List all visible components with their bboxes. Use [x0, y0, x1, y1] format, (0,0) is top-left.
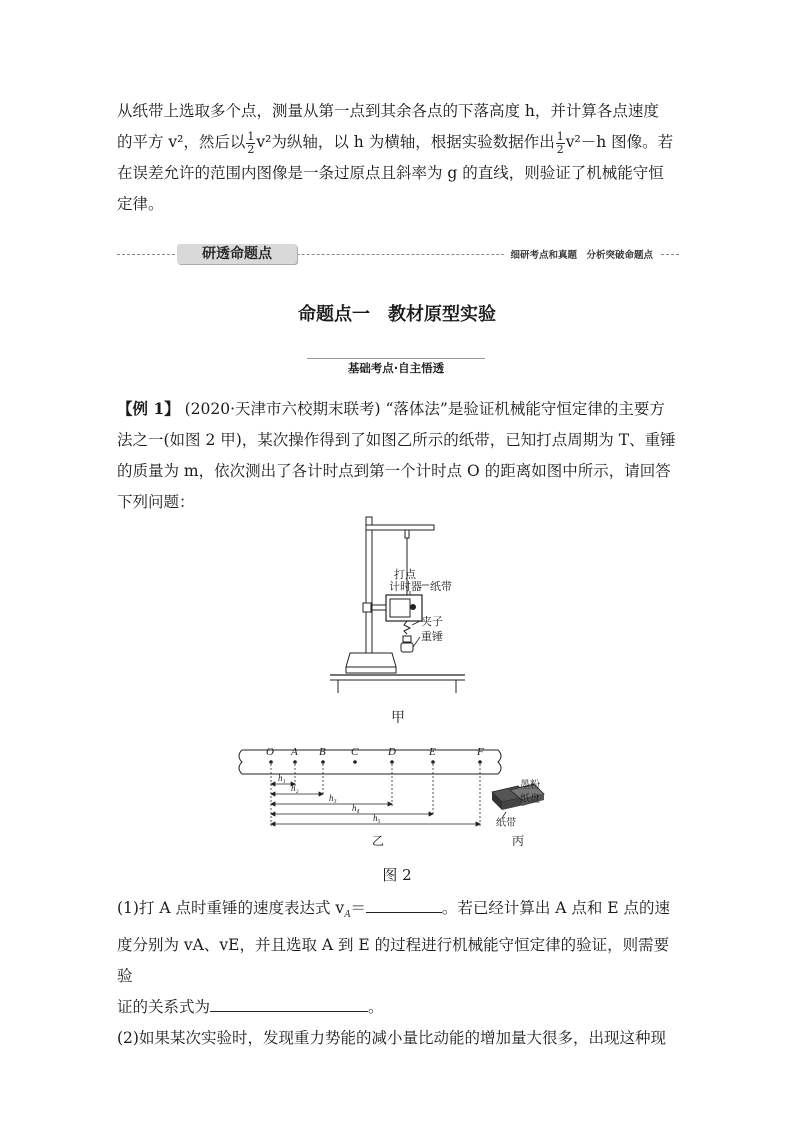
subhead-divider: [307, 358, 485, 359]
label-weight: 重锤: [421, 630, 443, 643]
intro-line-2: [117, 127, 679, 158]
question-1-line-3: [117, 992, 679, 1023]
example-line-1: [117, 393, 679, 425]
questions: [117, 893, 679, 1054]
tape-point-O: O: [266, 746, 274, 758]
question-2-line-1: (2)如果某次实验时，发现重力势能的减小量比动能的增加量大很多，出现这种现: [117, 1029, 666, 1048]
label-ink-tape: 纸带: [496, 818, 516, 829]
distance-h2: h₂: [291, 783, 299, 793]
distance-h1: h₁: [278, 773, 286, 783]
intro-line-1: 从纸带上选取多个点，测量从第一点到其余各点的下落高度 h，并计算各点速度: [117, 102, 659, 120]
banner-tab: 研透命题点: [177, 244, 297, 264]
intro-line-3: 在误差允许的范围内图像是一条过原点且斜率为 g 的直线，则验证了机械能守恒: [117, 164, 664, 182]
label-timer-1: 打点: [394, 568, 416, 581]
distance-h4: h₄: [352, 803, 360, 813]
q1-suffix: 。若已经计算出 A 点和 E 点的速: [441, 899, 671, 917]
frac-denominator-2: 2: [556, 142, 564, 156]
intro-paragraph: [117, 96, 679, 220]
intro-line-2b: v²为纵轴，以 h 为横轴，根据实验数据作出: [256, 133, 555, 151]
q1-prefix: (1)打 A 点时重锤的速度表达式 v: [117, 899, 345, 917]
example-line-3: 的质量为 m，依次测出了各计时点到第一个计时点 O 的距离如图中所示，请回答: [117, 462, 671, 480]
example-paragraph: [117, 393, 679, 518]
question-1-line-2: 度分别为 vA、vE，并且选取 A 到 E 的过程进行机械能守恒定律的验证，则需要验: [117, 936, 670, 986]
intro-line-4: 定律。: [117, 195, 164, 213]
section-banner: [117, 244, 679, 266]
intro-line-2a: 的平方 v²，然后以: [117, 133, 246, 151]
q1-relation-blank[interactable]: [210, 995, 368, 1012]
caption-yi: 乙: [371, 834, 384, 848]
half-fraction: [246, 131, 255, 156]
figure-caption: 图 2: [382, 866, 412, 884]
example-line-2: 法之一(如图 2 甲)，某次操作得到了如图乙所示的纸带，已知打点周期为 T、重锤: [117, 431, 676, 449]
example-line-4: 下列问题：: [117, 493, 195, 511]
intro-line-2c: v²－h 图像。若: [565, 133, 674, 151]
label-ink: 墨粉: [520, 780, 540, 791]
distance-h3: h₃: [329, 793, 337, 803]
frac-denominator: 2: [247, 142, 255, 156]
banner-tagline: 细研考点和真题 分析突破命题点: [504, 247, 659, 261]
q1-answer-blank[interactable]: [366, 896, 442, 913]
subhead: 基础考点·自主悟透: [347, 361, 445, 375]
example-tag: 【例 1】: [117, 399, 180, 418]
q1-line3-text: 证的关系式为: [117, 998, 211, 1017]
tape-point-C: C: [351, 746, 359, 758]
label-tape: 纸带: [430, 580, 452, 593]
distance-h5: h₅: [373, 813, 381, 823]
section-title: 命题点一 教材原型实验: [298, 304, 496, 325]
q1-equals: ＝: [350, 899, 366, 917]
question-1-line-1: [117, 893, 679, 930]
q1-subscript: A: [344, 909, 351, 921]
caption-jia: 甲: [391, 710, 405, 726]
caption-bing: 丙: [511, 834, 524, 848]
tape-point-A: A: [291, 746, 298, 758]
example-line-1-text: (2020·天津市六校期末联考) “落体法”是验证机械能守恒定律的主要方: [179, 400, 665, 418]
apparatus-figure: [330, 515, 470, 695]
tape-point-F: F: [477, 746, 484, 758]
label-disk: 纸盘: [520, 794, 540, 805]
q1-line3-end: 。: [368, 998, 384, 1017]
label-clip: 夹子: [421, 615, 443, 628]
half-fraction-2: [556, 131, 565, 156]
frac-numerator: 1: [247, 129, 255, 143]
tape-point-E: E: [429, 746, 436, 758]
label-timer-2: 计时器: [389, 580, 422, 593]
tape-point-D: D: [388, 746, 396, 758]
tape-point-B: B: [319, 746, 326, 758]
frac-numerator-2: 1: [556, 129, 564, 143]
